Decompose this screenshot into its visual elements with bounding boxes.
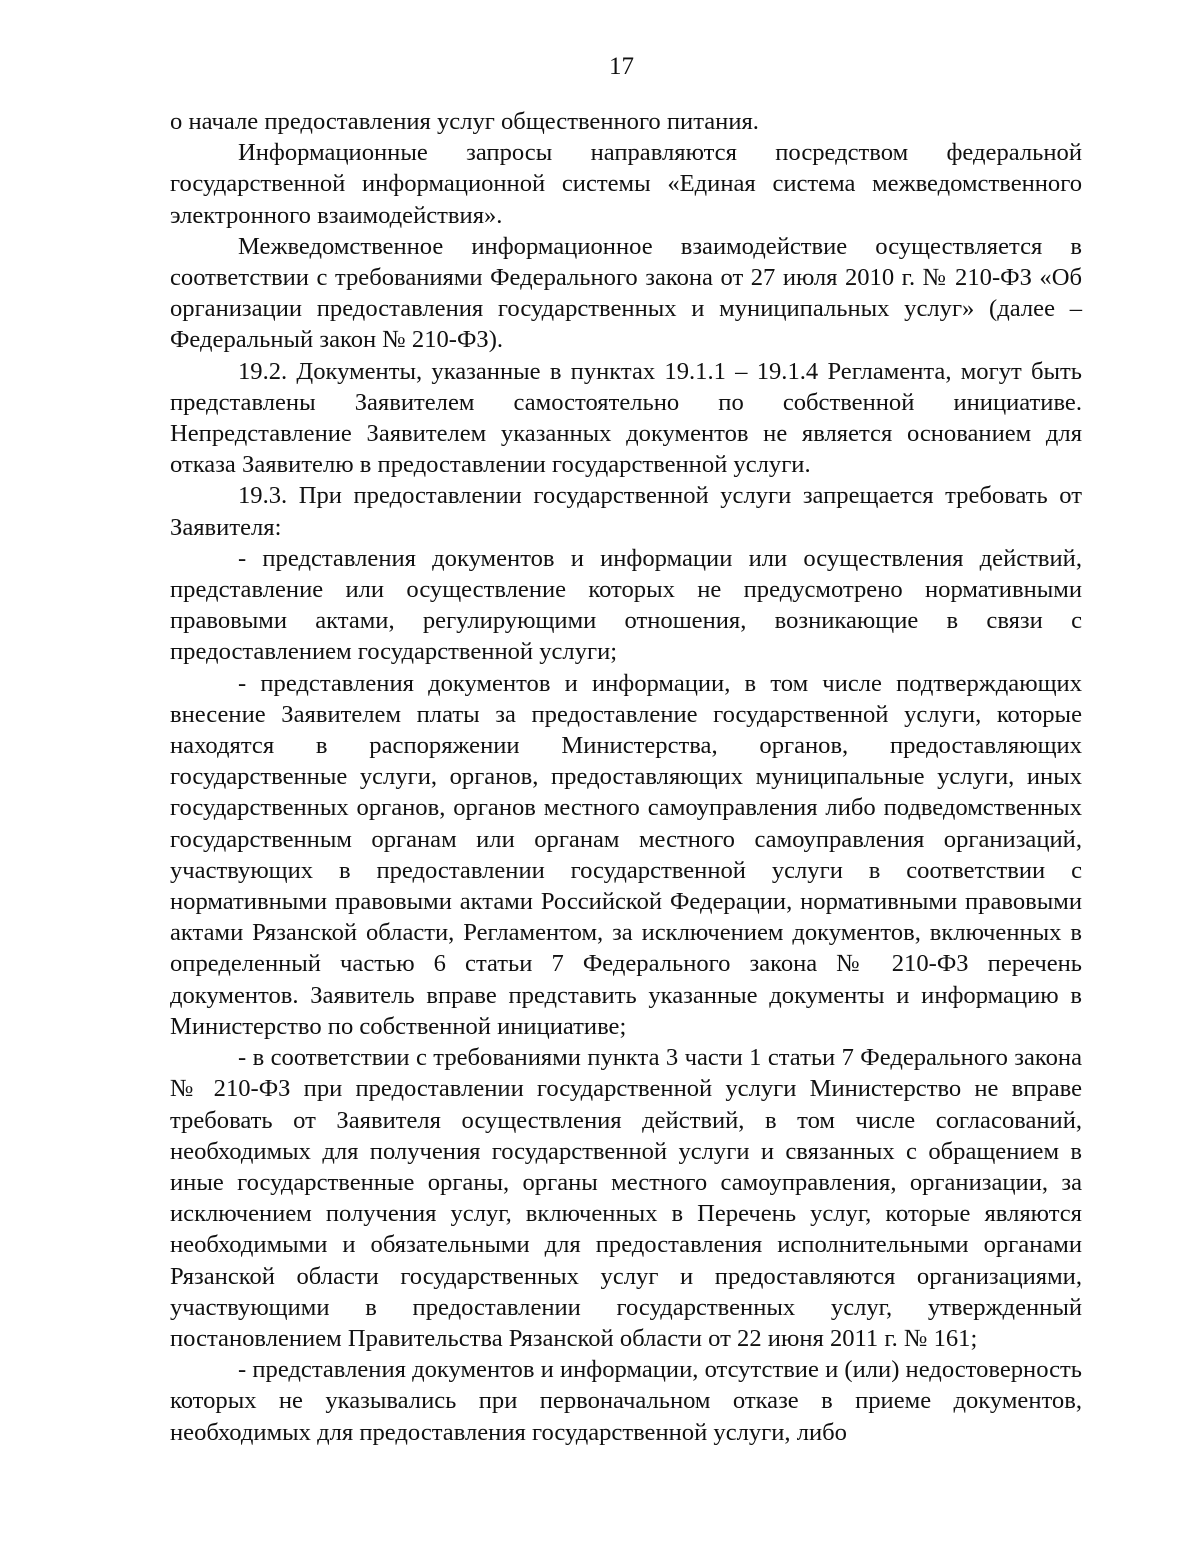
paragraph-19-2: 19.2. Документы, указанные в пунктах 19.1.1 – 19.1.4 Регламента, могут быть представлены Заявителем самостоятельно по собственной инициативе. Непредставление Заявителем указанных документов не является основанием для отказа Заявителю в предоставлении государственной услуги. (170, 357, 1082, 479)
paragraph-catering-start: о начале предоставления услуг общественного питания. (170, 108, 759, 135)
paragraph-info-requests: Информационные запросы направляются посредством федеральной государственной информационной системы «Единая система межведомственного электронного взаимодействия». (170, 139, 1082, 229)
paragraph-interagency-interaction: Межведомственное информационное взаимодействие осуществляется в соответствии с требованиями Федерального закона от 27 июля 2010 г. № 210-ФЗ «Об организации предоставления государственных и муниципальных услуг» (далее – Федеральный закон № 210-ФЗ). (170, 232, 1082, 354)
page-number: 17 (609, 53, 634, 80)
paragraph-19-3: 19.3. При предоставлении государственной услуги запрещается требовать от Заявителя: (170, 482, 1082, 541)
document-body (170, 106, 1082, 1448)
list-item-article-7-requirements: - в соответствии с требованиями пункта 3 части 1 статьи 7 Федерального закона № 210-ФЗ при предоставлении государственной услуги Министерство не вправе требовать от Заявителя осуществления действий, в том числе согласований, необходимых для получения государственной услуги и связанных с обращением в иные государственные органы, органы местного самоуправления, организации, за исключением получения услуг, включенных в Перечень услуг, которые являются необходимыми и обязательными для предоставления исполнительными органами Рязанской области государственных услуг и предоставляются организациями, участвующими в предоставлении государственных услуг, утвержденный постановлением Правительства Рязанской области от 22 июня 2011 г. № 161; (170, 1044, 1082, 1352)
list-item-documents-not-required: - представления документов и информации или осуществления действий, представление или осуществление которых не предусмотрено нормативными правовыми актами, регулирующими отношения, возникающие в связи с предоставлением государственной услуги; (170, 544, 1082, 666)
list-item-documents-in-ministry: - представления документов и информации, в том числе подтверждающих внесение Заявителем платы за предоставление государственной услуги, которые находятся в распоряжении Министерства, органов, предоставляющих государственные услуги, органов, предоставляющих муниципальные услуги, иных государственных органов, органов местного самоуправления либо подведомственных государственным органам или органам местного самоуправления организаций, участвующих в предоставлении государственной услуги в соответствии с нормативными правовыми актами Российской Федерации, нормативными правовыми актами Рязанской области, Регламентом, за исключением документов, включенных в определенный частью 6 статьи 7 Федерального закона № 210-ФЗ перечень документов. Заявитель вправе представить указанные документы и информацию в Министерство по собственной инициативе; (170, 669, 1082, 1040)
list-item-initial-refusal: - представления документов и информации, отсутствие и (или) недостоверность которых не указывались при первоначальном отказе в приеме документов, необходимых для предоставления государственной услуги, либо (170, 1356, 1082, 1446)
